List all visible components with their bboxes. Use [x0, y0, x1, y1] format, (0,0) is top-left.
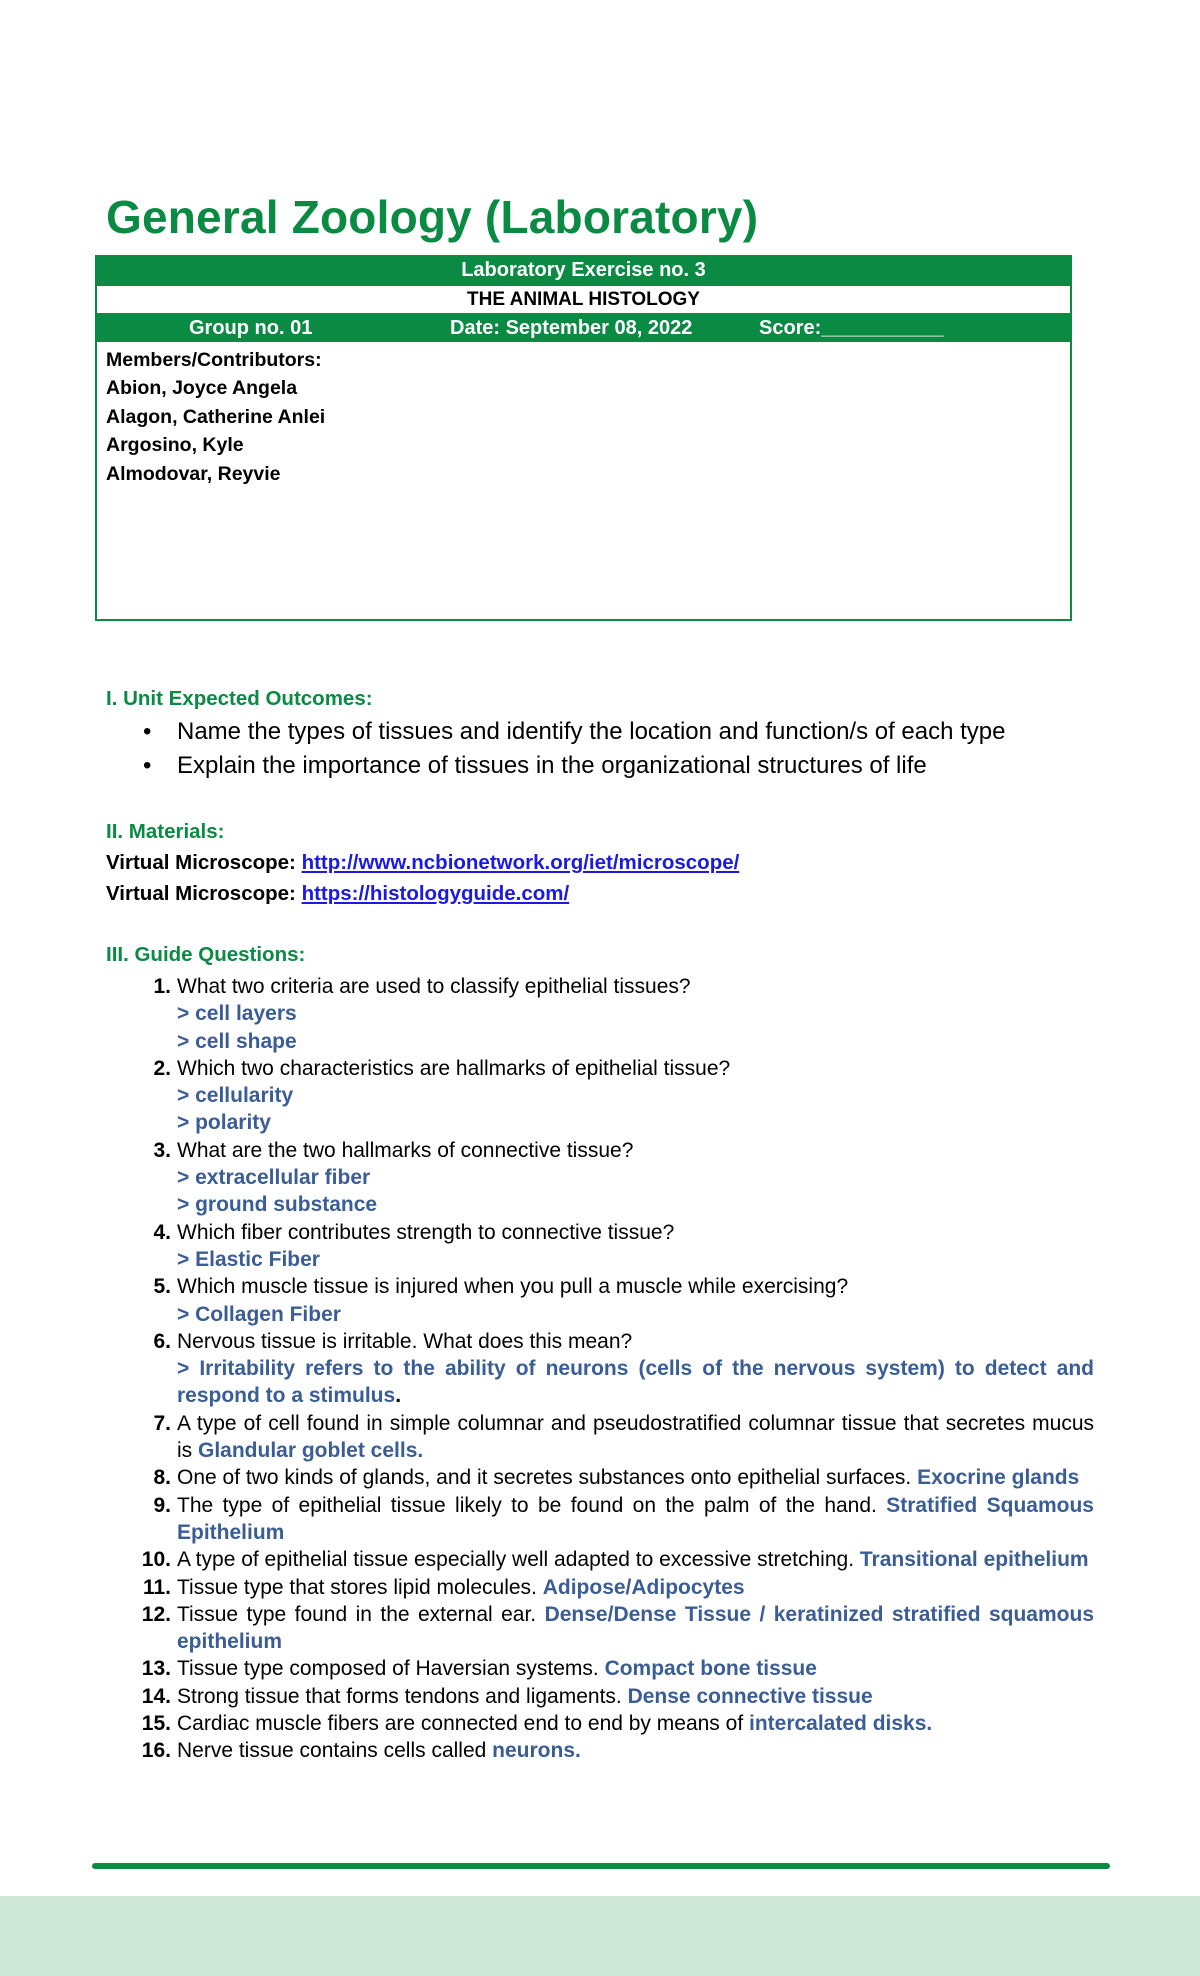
question-number: 12.: [141, 1602, 171, 1626]
answer-text: Glandular goblet cells.: [198, 1439, 424, 1463]
outcome-text: Explain the importance of tissues in the organizational structures of life: [177, 751, 927, 779]
guide-questions-list: [106, 973, 1094, 1765]
answer-text: > Collagen Fiber: [177, 1302, 341, 1326]
answer-text: neurons.: [492, 1739, 581, 1763]
score-field: Score:___________: [759, 317, 944, 339]
outcome-text: Name the types of tissues and identify the location and function/s of each type: [177, 718, 1006, 745]
question-number: 15.: [141, 1712, 171, 1736]
question-item: [106, 1737, 1094, 1764]
question-text: A type of cell found in simple columnar and pseudostratified columnar tissue that secretes mucus is: [177, 1411, 1094, 1463]
bullet-icon: •: [143, 718, 152, 745]
question-item: [106, 1273, 1094, 1328]
microscope-link[interactable]: http://www.ncbionetwork.org/iet/microscope/: [301, 851, 740, 874]
question-text: Cardiac muscle fibers are connected end to end by means of: [177, 1712, 749, 1736]
question-item: [106, 1328, 1094, 1410]
questions-heading: III. Guide Questions:: [106, 943, 306, 966]
answer-text: intercalated disks.: [748, 1712, 933, 1736]
question-number: 16.: [141, 1739, 171, 1763]
list-item: [140, 749, 1006, 783]
answer-text: Stratified Squamous Epithelium: [177, 1493, 1094, 1544]
materials-heading: II. Materials:: [106, 820, 225, 843]
member-name: Argosino, Kyle: [106, 434, 244, 457]
bullet-icon: •: [143, 751, 152, 779]
question-text: Tissue type found in the external ear.: [177, 1602, 545, 1626]
members-list: [97, 342, 1070, 488]
question-text: Which two characteristics are hallmarks of epithelial tissue?: [177, 1056, 731, 1080]
question-item: [106, 1464, 1094, 1491]
list-item: [140, 715, 1006, 749]
members-label: Members/Contributors:: [106, 349, 322, 371]
question-number: 10.: [141, 1548, 171, 1572]
question-number: 13.: [141, 1657, 171, 1681]
question-text: Tissue type that stores lipid molecules.: [177, 1575, 543, 1599]
question-number: 14.: [141, 1684, 171, 1708]
question-item: [106, 1683, 1094, 1710]
outcomes-heading: I. Unit Expected Outcomes:: [106, 687, 373, 710]
answer-text: > polarity: [177, 1111, 271, 1135]
question-item: [106, 1219, 1094, 1274]
exercise-topic: THE ANIMAL HISTOLOGY: [97, 284, 1070, 315]
member-name: Alagon, Catherine Anlei: [106, 405, 326, 428]
question-text: Which fiber contributes strength to connective tissue?: [177, 1220, 675, 1244]
question-number: 11.: [142, 1575, 171, 1599]
question-text: What two criteria are used to classify epithelial tissues?: [177, 975, 691, 998]
exercise-date: Date: September 08, 2022: [450, 317, 693, 339]
question-number: 6.: [153, 1329, 171, 1353]
exercise-number: Laboratory Exercise no. 3: [461, 259, 706, 281]
page-title: General Zoology (Laboratory): [106, 191, 759, 243]
answer-text: > Elastic Fiber: [177, 1247, 320, 1271]
question-number: 3.: [153, 1138, 171, 1162]
answer-text: Adipose/Adipocytes: [542, 1575, 745, 1599]
question-item: [106, 973, 1094, 1055]
question-text: What are the two hallmarks of connective tissue?: [177, 1138, 634, 1162]
exercise-info-box: [95, 255, 1072, 621]
histology-guide-link[interactable]: https://histologyguide.com/: [301, 882, 570, 905]
question-item: [106, 1574, 1094, 1601]
answer-text: > cell layers: [177, 1002, 297, 1026]
material-item: [106, 851, 739, 875]
footer-band: [0, 1896, 1200, 1976]
question-text: Tissue type composed of Haversian systems.: [177, 1657, 605, 1681]
question-text: Nerve tissue contains cells called: [177, 1739, 493, 1763]
answer-text: > extracellular fiber: [177, 1166, 371, 1190]
question-item: [106, 1055, 1094, 1137]
question-item: [106, 1137, 1094, 1219]
question-text: A type of epithelial tissue especially well adapted to excessive stretching.: [177, 1548, 860, 1572]
question-number: 4.: [153, 1220, 171, 1244]
answer-text: > cell shape: [177, 1029, 297, 1053]
material-item: [106, 882, 569, 906]
question-text: Strong tissue that forms tendons and ligaments.: [177, 1684, 628, 1708]
answer-text: Compact bone tissue: [604, 1657, 817, 1681]
group-number: Group no. 01: [189, 317, 313, 339]
question-number: 8.: [153, 1466, 171, 1490]
member-name: Abion, Joyce Angela: [106, 377, 298, 400]
question-item: [106, 1546, 1094, 1573]
question-text: Nervous tissue is irritable. What does this mean?: [177, 1329, 633, 1353]
question-text: Which muscle tissue is injured when you pull a muscle while exercising?: [177, 1275, 849, 1299]
answer-text: Transitional epithelium: [859, 1548, 1089, 1572]
answer-text: > Irritability refers to the ability of neurons (cells of the nervous system) to detect and respond to a stimulus: [177, 1357, 1094, 1408]
question-text: One of two kinds of glands, and it secretes substances onto epithelial surfaces.: [177, 1466, 918, 1490]
answer-text: > cellularity: [177, 1084, 294, 1108]
answer-period: .: [395, 1384, 402, 1408]
group-date-score-row: [97, 315, 1070, 342]
question-item: [106, 1655, 1094, 1682]
question-number: 9.: [153, 1493, 171, 1517]
question-item: [106, 1492, 1094, 1547]
exercise-number-row: [97, 257, 1070, 284]
question-number: 2.: [153, 1056, 171, 1080]
member-name: Almodovar, Reyvie: [106, 462, 281, 485]
answer-text: Exocrine glands: [917, 1466, 1080, 1490]
material-label: Virtual Microscope:: [106, 882, 302, 905]
question-number: 7.: [153, 1411, 171, 1435]
question-number: 1.: [153, 975, 171, 998]
question-item: [106, 1601, 1094, 1656]
outcomes-list: [140, 715, 1006, 782]
answer-text: Dense connective tissue: [627, 1684, 873, 1708]
answer-text: Dense/Dense Tissue / keratinized stratified squamous epithelium: [177, 1602, 1094, 1654]
bottom-divider: [92, 1863, 1110, 1869]
question-item: [106, 1710, 1094, 1737]
answer-text: > ground substance: [177, 1193, 378, 1217]
question-number: 5.: [153, 1275, 171, 1299]
question-item: [106, 1410, 1094, 1465]
question-text: The type of epithelial tissue likely to be found on the palm of the hand.: [177, 1493, 887, 1517]
material-label: Virtual Microscope:: [106, 851, 302, 874]
